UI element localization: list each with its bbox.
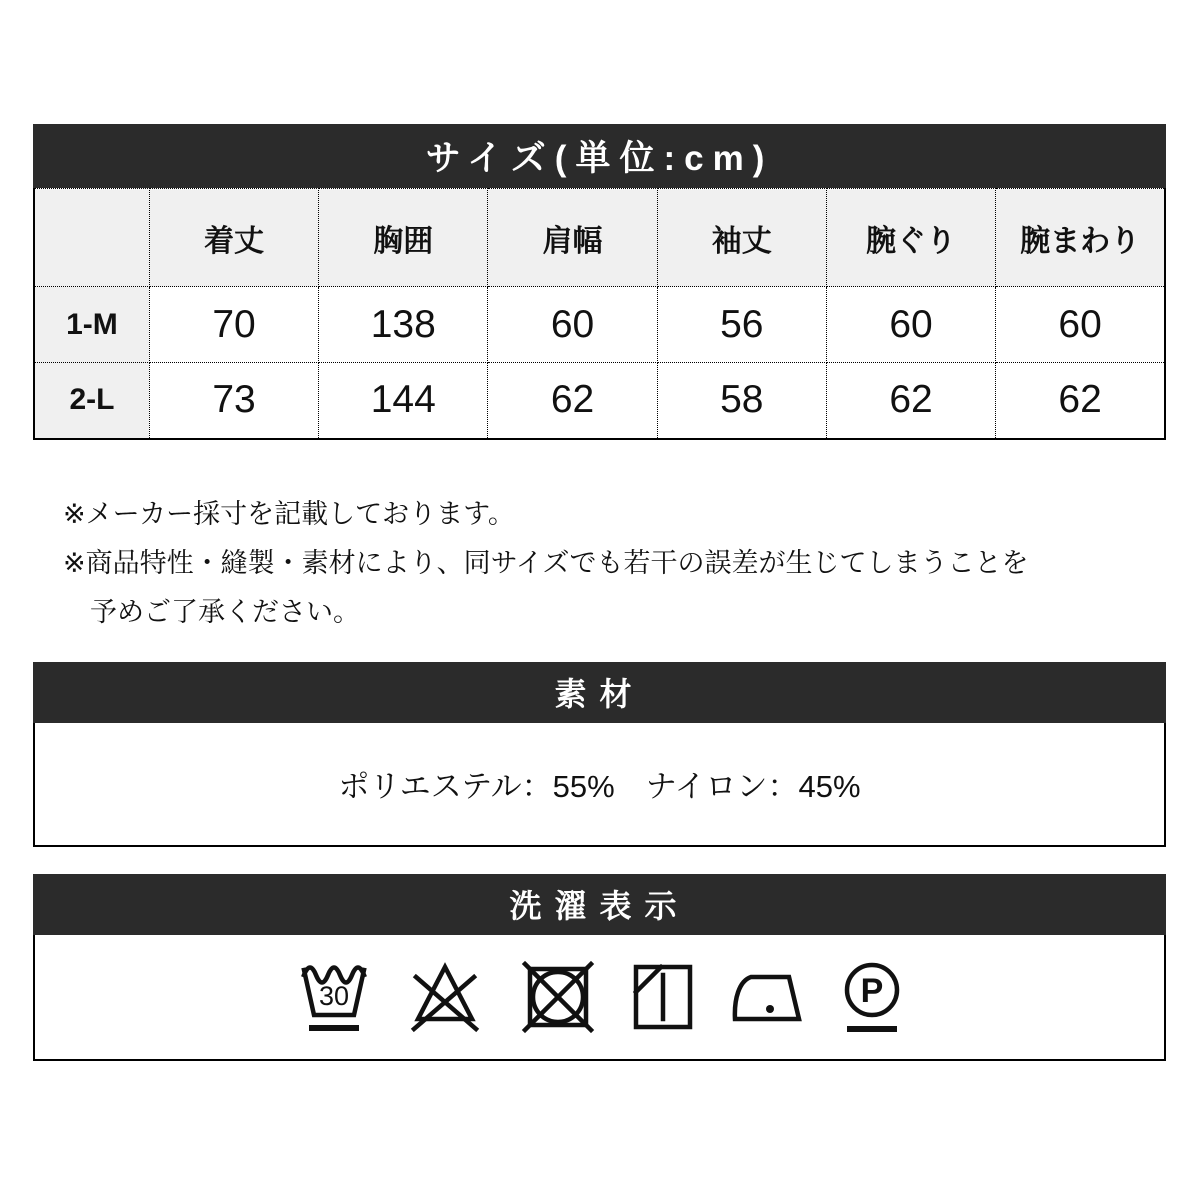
note-line: ※商品特性・縫製・素材により、同サイズでも若干の誤差が生じてしまうことを [63,547,1029,578]
size-table-corner-cell [34,189,149,287]
table-row [34,287,1165,363]
size-table-col-header: 着丈 [149,189,318,287]
size-section [33,124,1166,440]
do-not-bleach-icon [405,958,485,1036]
size-cell: 62 [996,363,1165,439]
size-table-col-header: 腕まわり [996,189,1165,287]
size-cell: 144 [319,363,488,439]
note-line: ※メーカー採寸を記載しております。 [63,498,515,529]
dry-clean-p-mild-icon [841,958,903,1036]
size-table-col-header: 胸囲 [319,189,488,287]
material-content: ポリエステル：55% ナイロン：45% [33,723,1166,847]
care-section-title: 洗濯表示 [33,874,1166,935]
size-table-col-header: 肩幅 [488,189,657,287]
size-row-label: 2-L [34,363,149,439]
care-section [33,874,1166,1061]
wash-30-mild-icon [297,958,371,1036]
svg-text:P: P [860,971,883,1010]
size-cell: 60 [488,287,657,363]
size-cell: 60 [826,287,995,363]
size-table-col-header: 腕ぐり [826,189,995,287]
size-table-header-row [34,189,1165,287]
size-cell: 56 [657,287,826,363]
iron-low-heat-icon [729,968,807,1026]
note-line: 予めご了承ください。 [90,596,360,627]
size-cell: 73 [149,363,318,439]
svg-text:30: 30 [318,980,349,1011]
material-section-title: 素材 [33,662,1166,723]
table-row [34,363,1165,439]
size-cell: 62 [488,363,657,439]
size-section-title: サイズ(単位:cm) [33,124,1166,188]
size-cell: 62 [826,363,995,439]
do-not-tumble-dry-icon [519,958,597,1036]
size-table-col-header: 袖丈 [657,189,826,287]
page [33,0,1166,1061]
line-dry-in-shade-icon [631,958,695,1036]
size-row-label: 1-M [34,287,149,363]
size-cell: 70 [149,287,318,363]
size-cell: 60 [996,287,1165,363]
size-cell: 138 [319,287,488,363]
size-cell: 58 [657,363,826,439]
material-section [33,662,1166,847]
size-table [33,188,1166,440]
notes [63,490,1166,637]
care-symbols-row [33,935,1166,1061]
